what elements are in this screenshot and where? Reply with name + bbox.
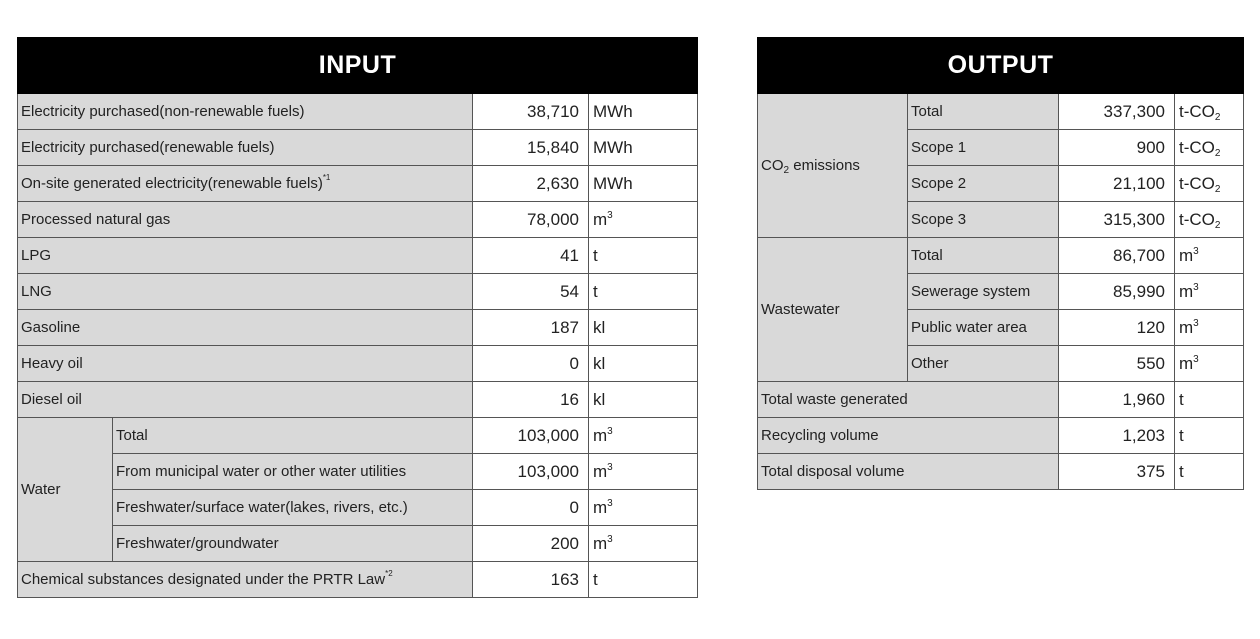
input-table [17, 37, 698, 598]
table-row [18, 310, 698, 346]
unit-text: m [593, 497, 608, 517]
co2-group-label [758, 94, 908, 238]
unit-subscript: 2 [1214, 111, 1221, 123]
row-unit: t [1175, 454, 1244, 490]
row-label: Freshwater/groundwater [113, 526, 473, 562]
row-unit: t [589, 274, 698, 310]
row-value: 41 [473, 238, 589, 274]
table-row [18, 130, 698, 166]
row-unit [589, 454, 698, 490]
row-label: Diesel oil [18, 382, 473, 418]
unit-text: m [593, 209, 608, 229]
water-group-label: Water [18, 418, 113, 562]
row-unit: MWh [589, 130, 698, 166]
row-value: 120 [1059, 310, 1175, 346]
row-label: Electricity purchased(renewable fuels) [18, 130, 473, 166]
unit-subscript: 2 [1214, 147, 1221, 159]
row-label: Scope 1 [908, 130, 1059, 166]
row-value: 1,203 [1059, 418, 1175, 454]
row-value: 0 [473, 490, 589, 526]
row-unit [1175, 202, 1244, 238]
row-unit [589, 418, 698, 454]
table-row [758, 382, 1244, 418]
wastewater-group-label: Wastewater [758, 238, 908, 382]
row-label: Total [113, 418, 473, 454]
row-unit: MWh [589, 94, 698, 130]
table-row [18, 238, 698, 274]
row-label: Total [908, 238, 1059, 274]
row-unit: t [589, 238, 698, 274]
table-row [758, 418, 1244, 454]
table-row [18, 166, 698, 202]
unit-subscript: 2 [1214, 219, 1221, 231]
row-value: 78,000 [473, 202, 589, 238]
row-value: 375 [1059, 454, 1175, 490]
row-value: 16 [473, 382, 589, 418]
table-row [18, 418, 698, 454]
unit-text: m [1179, 317, 1194, 337]
output-table [757, 37, 1244, 490]
row-unit [589, 526, 698, 562]
unit-exponent: 3 [607, 209, 613, 221]
row-value: 315,300 [1059, 202, 1175, 238]
table-row [18, 274, 698, 310]
unit-text: t-CO [1179, 173, 1215, 193]
row-value: 187 [473, 310, 589, 346]
row-label: Total disposal volume [758, 454, 1059, 490]
unit-text: m [1179, 281, 1194, 301]
row-label: Scope 3 [908, 202, 1059, 238]
co2-label-rest: emissions [789, 157, 860, 174]
table-row [18, 490, 698, 526]
unit-exponent: 3 [607, 497, 613, 509]
row-value: 85,990 [1059, 274, 1175, 310]
row-value: 163 [473, 562, 589, 598]
row-label: Public water area [908, 310, 1059, 346]
row-value: 1,960 [1059, 382, 1175, 418]
row-label: Freshwater/surface water(lakes, rivers, etc.) [113, 490, 473, 526]
row-label: LPG [18, 238, 473, 274]
table-row [758, 94, 1244, 130]
unit-exponent: 3 [607, 533, 613, 545]
table-row [18, 526, 698, 562]
row-value: 900 [1059, 130, 1175, 166]
row-label [18, 562, 473, 598]
row-unit [1175, 310, 1244, 346]
footnote-marker: *1 [322, 173, 331, 182]
row-label-text: On-site generated electricity(renewable fuels) [21, 175, 323, 192]
unit-text: m [1179, 353, 1194, 373]
input-title: INPUT [18, 38, 698, 94]
row-label-text: Chemical substances designated under the PRTR Law [21, 571, 386, 588]
row-unit: t [1175, 382, 1244, 418]
table-row [18, 202, 698, 238]
row-value: 21,100 [1059, 166, 1175, 202]
row-unit: kl [589, 310, 698, 346]
unit-subscript: 2 [1214, 183, 1221, 195]
footnote-marker: *2 [385, 569, 393, 578]
row-unit [1175, 94, 1244, 130]
output-title: OUTPUT [758, 38, 1244, 94]
row-label: Recycling volume [758, 418, 1059, 454]
row-label: Total [908, 94, 1059, 130]
row-value: 103,000 [473, 418, 589, 454]
unit-exponent: 3 [1193, 353, 1199, 365]
table-row [758, 238, 1244, 274]
unit-text: t-CO [1179, 209, 1215, 229]
row-unit [1175, 346, 1244, 382]
unit-text: m [593, 533, 608, 553]
row-value: 15,840 [473, 130, 589, 166]
row-unit [1175, 166, 1244, 202]
row-unit: t [589, 562, 698, 598]
row-value: 103,000 [473, 454, 589, 490]
unit-text: m [593, 425, 608, 445]
row-value: 337,300 [1059, 94, 1175, 130]
table-row [18, 382, 698, 418]
table-row [18, 94, 698, 130]
row-value: 200 [473, 526, 589, 562]
row-label: Heavy oil [18, 346, 473, 382]
row-unit: kl [589, 382, 698, 418]
row-label: Sewerage system [908, 274, 1059, 310]
unit-exponent: 3 [1193, 317, 1199, 329]
unit-text: t-CO [1179, 137, 1215, 157]
row-label: Electricity purchased(non-renewable fuels) [18, 94, 473, 130]
row-value: 0 [473, 346, 589, 382]
row-unit: kl [589, 346, 698, 382]
row-label: Total waste generated [758, 382, 1059, 418]
table-row [18, 562, 698, 598]
co2-label-sub: 2 [783, 165, 790, 176]
row-unit [589, 490, 698, 526]
row-value: 550 [1059, 346, 1175, 382]
row-unit [1175, 238, 1244, 274]
row-unit [1175, 274, 1244, 310]
row-value: 86,700 [1059, 238, 1175, 274]
row-label: Other [908, 346, 1059, 382]
unit-exponent: 3 [1193, 245, 1199, 257]
unit-exponent: 3 [607, 461, 613, 473]
row-value: 38,710 [473, 94, 589, 130]
row-unit [589, 202, 698, 238]
row-value: 2,630 [473, 166, 589, 202]
co2-label-main: CO [761, 157, 784, 174]
row-label: Processed natural gas [18, 202, 473, 238]
row-label: Scope 2 [908, 166, 1059, 202]
row-label: Gasoline [18, 310, 473, 346]
row-unit [1175, 130, 1244, 166]
unit-exponent: 3 [607, 425, 613, 437]
row-unit: t [1175, 418, 1244, 454]
unit-text: t-CO [1179, 101, 1215, 121]
unit-text: m [1179, 245, 1194, 265]
row-value: 54 [473, 274, 589, 310]
table-row [18, 346, 698, 382]
row-label: LNG [18, 274, 473, 310]
table-row [758, 454, 1244, 490]
unit-text: m [593, 461, 608, 481]
row-unit: MWh [589, 166, 698, 202]
unit-exponent: 3 [1193, 281, 1199, 293]
table-row [18, 454, 698, 490]
row-label [18, 166, 473, 202]
row-label: From municipal water or other water utilities [113, 454, 473, 490]
